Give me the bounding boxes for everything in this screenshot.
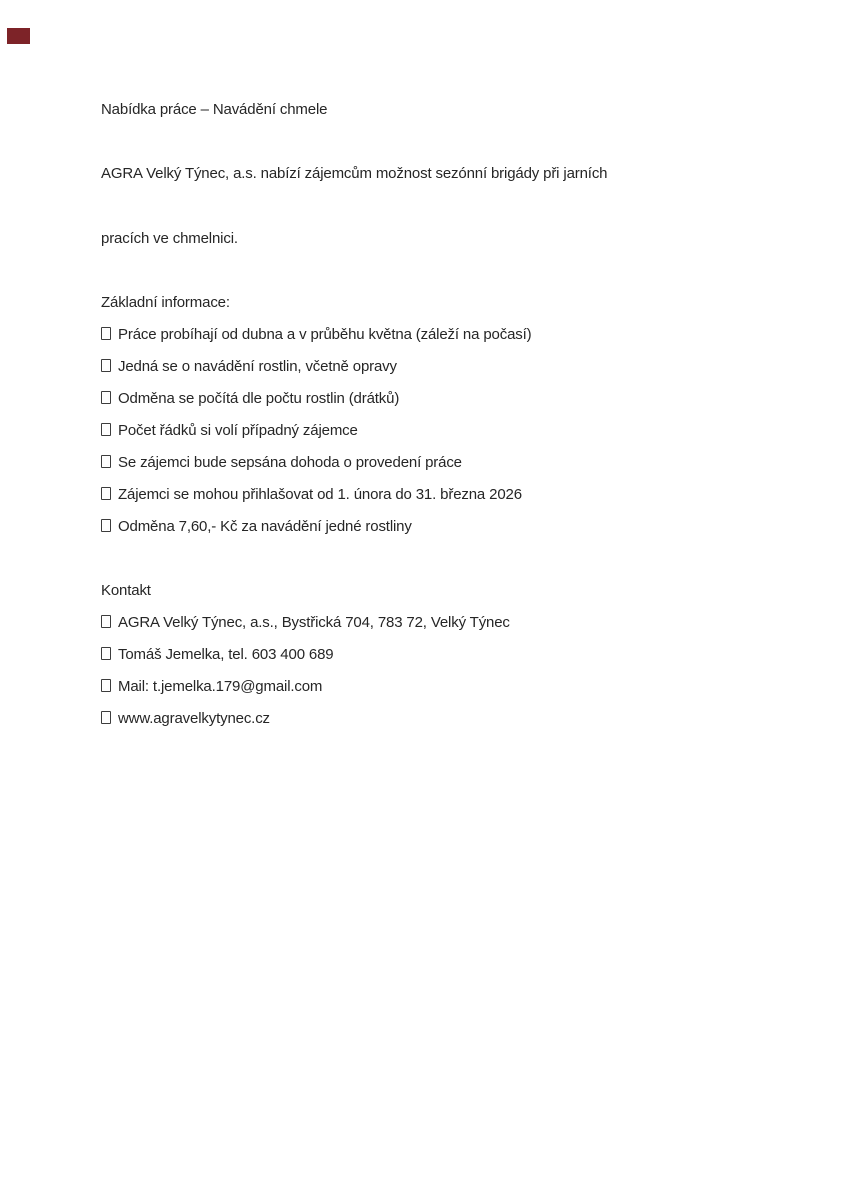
document-title: Nabídka práce – Navádění chmele bbox=[101, 101, 328, 118]
intro-line-2: pracích ve chmelnici. bbox=[101, 230, 238, 247]
list-item bbox=[101, 453, 462, 472]
list-item-text: Odměna se počítá dle počtu rostlin (drátků) bbox=[118, 390, 400, 407]
missing-glyph-bullet-icon bbox=[101, 391, 111, 404]
missing-glyph-bullet-icon bbox=[101, 647, 111, 660]
missing-glyph-bullet-icon bbox=[101, 711, 111, 724]
list-item bbox=[101, 517, 412, 536]
missing-glyph-bullet-icon bbox=[101, 519, 111, 532]
missing-glyph-bullet-icon bbox=[101, 359, 111, 372]
missing-glyph-bullet-icon bbox=[101, 455, 111, 468]
list-item-text: Zájemci se mohou přihlašovat od 1. února do 31. března 2026 bbox=[118, 486, 522, 503]
missing-glyph-bullet-icon bbox=[101, 423, 111, 436]
missing-glyph-bullet-icon bbox=[101, 487, 111, 500]
list-item-text: Se zájemci bude sepsána dohoda o provedení práce bbox=[118, 454, 462, 471]
intro-line-1: AGRA Velký Týnec, a.s. nabízí zájemcům možnost sezónní brigády při jarních bbox=[101, 165, 608, 182]
list-item bbox=[101, 389, 399, 408]
list-item bbox=[101, 485, 522, 504]
missing-glyph-bullet-icon bbox=[101, 327, 111, 340]
list-item bbox=[101, 613, 510, 632]
corner-mark bbox=[7, 28, 30, 44]
list-item bbox=[101, 421, 358, 440]
missing-glyph-bullet-icon bbox=[101, 615, 111, 628]
contact-email-text: Mail: t.jemelka.179@gmail.com bbox=[118, 678, 323, 695]
list-item-text: Počet řádků si volí případný zájemce bbox=[118, 422, 358, 439]
list-item bbox=[101, 645, 333, 664]
list-item-text: Odměna 7,60,- Kč za navádění jedné rostliny bbox=[118, 518, 412, 535]
list-item-text: Jedná se o navádění rostlin, včetně opravy bbox=[118, 358, 397, 375]
contact-address-text: AGRA Velký Týnec, a.s., Bystřická 704, 783 72, Velký Týnec bbox=[118, 614, 510, 631]
list-item bbox=[101, 357, 397, 376]
contact-website-text: www.agravelkytynec.cz bbox=[118, 710, 270, 727]
section-heading-contact: Kontakt bbox=[101, 582, 151, 599]
contact-phone-text: Tomáš Jemelka, tel. 603 400 689 bbox=[118, 646, 334, 663]
list-item bbox=[101, 677, 322, 696]
list-item bbox=[101, 325, 531, 344]
list-item bbox=[101, 709, 270, 728]
missing-glyph-bullet-icon bbox=[101, 679, 111, 692]
section-heading-basic-info: Základní informace: bbox=[101, 294, 230, 311]
list-item-text: Práce probíhají od dubna a v průběhu května (záleží na počasí) bbox=[118, 326, 532, 343]
